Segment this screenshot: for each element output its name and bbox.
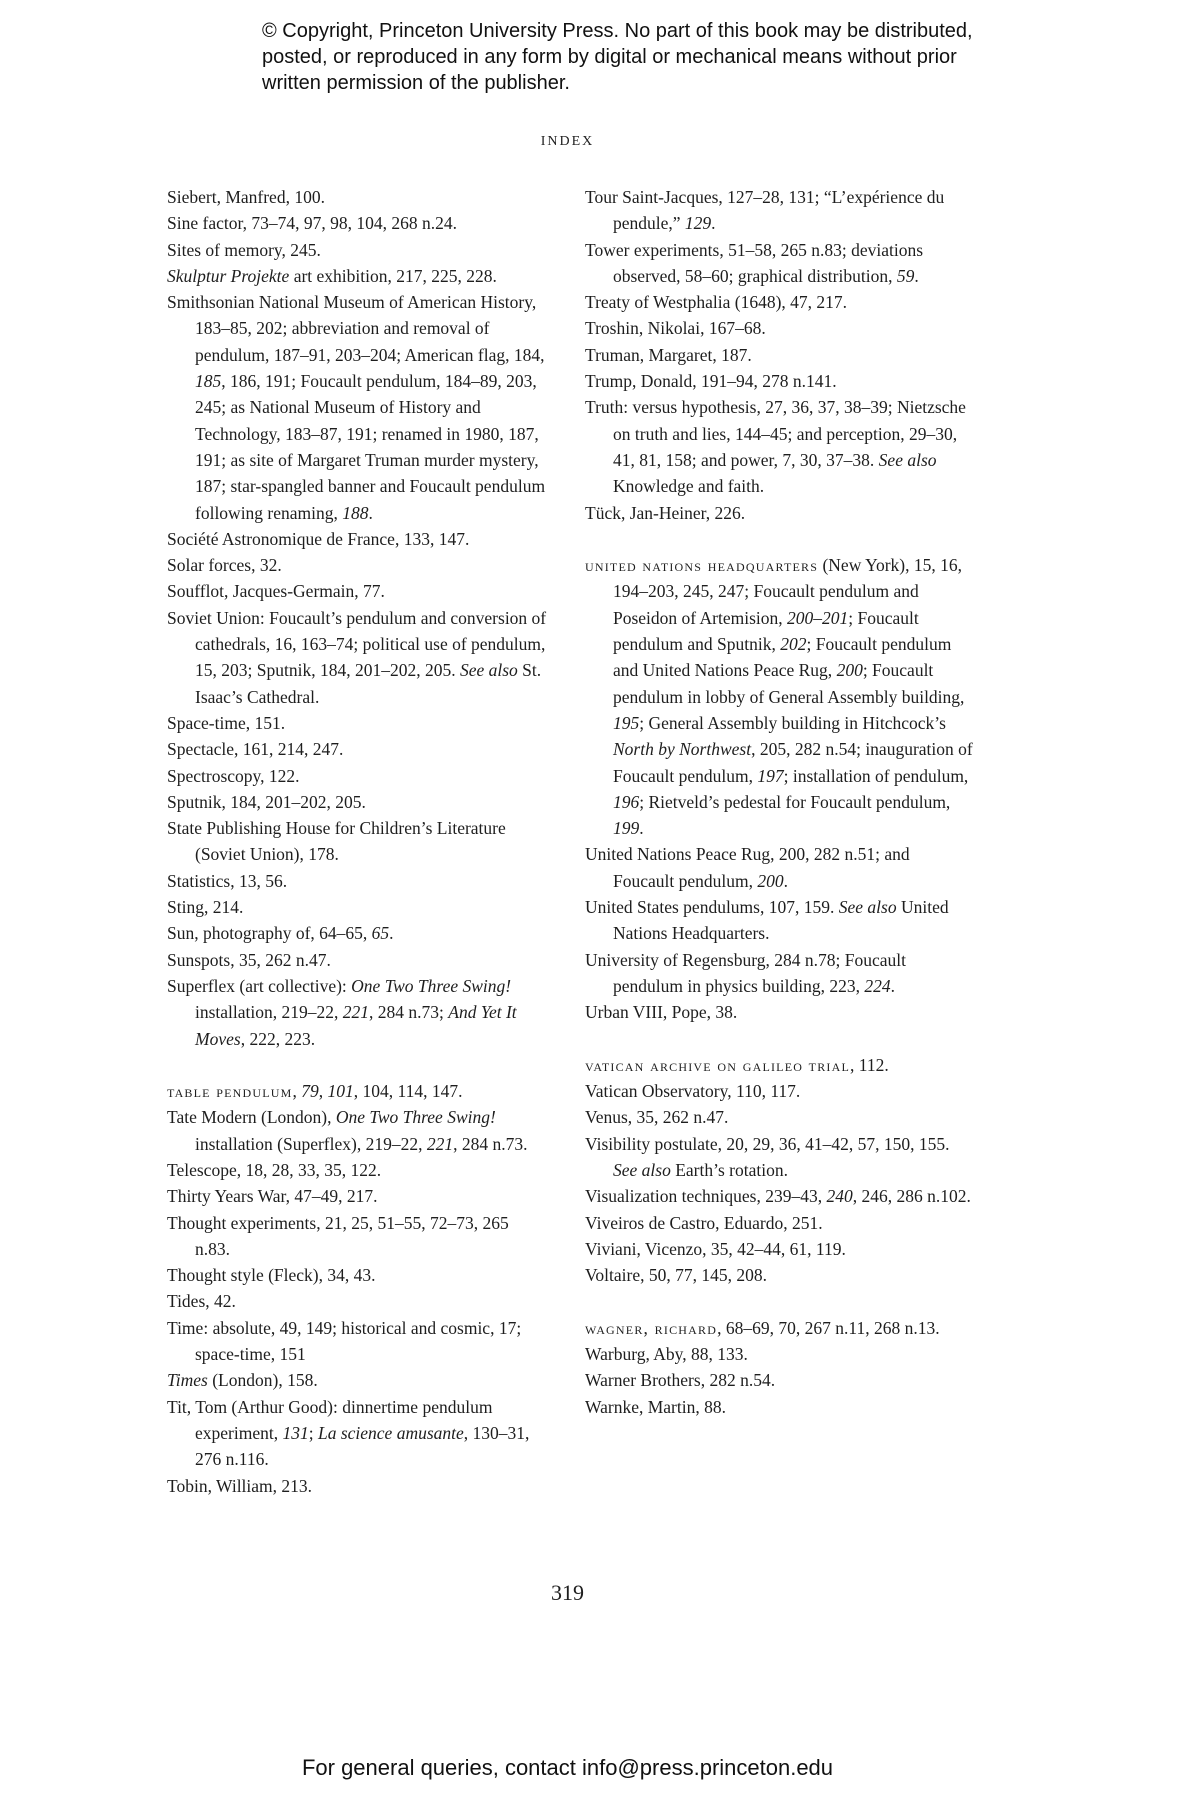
index-locator-text: , 35, 262 n.47. [627,1107,729,1128]
index-entry [585,1104,975,1130]
index-italic-text: 79 [301,1081,319,1102]
index-entry [167,263,547,289]
index-heading: Sites of memory [167,239,282,260]
index-locator-text: , 130–31, 276 n.116. [195,1422,530,1470]
index-heading: Viveiros de Castro, Eduardo [585,1212,784,1233]
index-locator-text: , 184, 201–202, 205. [221,791,366,812]
index-italic-text: One Two Three Swing! [335,1107,496,1128]
index-heading: Statistics [167,870,231,891]
index-heading: Thirty Years War [167,1186,286,1207]
index-entry [585,500,975,526]
index-entry [167,1157,547,1183]
index-locator-text: Knowledge and faith. [613,476,765,497]
index-locator-text: . [914,265,919,286]
index-heading: Smithsonian National Museum of American History [167,292,532,313]
index-italic-text: See also [838,897,897,918]
index-italic-text: One Two Three Swing! [351,975,512,996]
index-entry [167,815,547,868]
index-locator-text: , 282 n.54. [700,1370,776,1391]
index-heading: Siebert, Manfred [167,187,286,207]
index-heading: United Nations Peace Rug [585,844,771,865]
index-heading: Warnke, Martin [585,1396,696,1417]
index-heading: Space-time [167,712,246,733]
index-locator-text: , 226. [705,502,746,523]
index-italic-text: And Yet It Moves [195,1002,517,1049]
index-heading: Venus [585,1107,628,1128]
index-heading: Tück, Jan-Heiner [585,502,706,523]
index-italic-text: Times [167,1370,208,1391]
index-locator-text: , 50, 77, 145, 208. [640,1265,767,1286]
index-locator-text: , 222, 223. [240,1028,316,1049]
index-entry [167,973,547,1052]
index-heading: Spectroscopy [167,765,261,786]
index-entry [167,237,547,263]
index-locator-text: , 68–69, 70, 267 n.11, 268 n.13. [717,1317,940,1338]
index-italic-text: See also [878,449,937,470]
index-locator-text: : [341,975,352,996]
index-entry [167,947,547,973]
index-locator-text: art exhibition, 217, 225, 228. [289,265,497,286]
index-entry [167,184,547,210]
index-heading: united nations headquarters [585,555,819,576]
index-entry [167,763,547,789]
index-locator-text: installation (Superflex), 219–22, [195,1133,427,1154]
index-entry [585,1341,975,1367]
index-italic-text: 202 [780,634,807,655]
index-heading: Viviani, Vicenzo [585,1238,703,1259]
index-locator-text: , 21, 25, 51–55, 72–73, 265 n.83. [195,1212,509,1259]
index-entry [167,1288,547,1314]
index-locator-text: , 107, 159. [759,897,839,918]
index-entry [585,1210,975,1236]
index-locator-text: , 161, 214, 247. [234,739,344,760]
index-heading: Thought experiments [167,1212,317,1233]
index-locator-text: , 110, 117. [727,1081,801,1102]
index-entry [167,920,547,946]
index-heading: Visibility postulate [585,1133,718,1154]
index-italic-text: 240 [826,1186,853,1207]
index-italic-text: 195 [613,712,640,733]
index-entry [585,342,975,368]
index-entry [167,894,547,920]
index-heading: Telescope [167,1159,237,1180]
index-locator-text: ; installation of pendulum, [783,765,969,786]
index-heading: Truman, Margaret [585,344,713,365]
index-heading: Warburg, Aby [585,1344,683,1365]
index-entry [585,184,975,237]
index-locator-text: , 178. [299,844,339,865]
index-heading: wagner, richard [585,1317,718,1338]
index-heading: Warner Brothers [585,1370,701,1391]
index-locator-text: , 167–68. [700,318,766,339]
index-locator-text: , [292,1081,302,1102]
index-entry [167,526,547,552]
index-entry [585,1394,975,1420]
index-heading: Sun, photography of [167,923,311,944]
index-entry [167,605,547,710]
index-entry [167,710,547,736]
index-entry [167,1210,547,1263]
index-heading: Tobin, William [167,1475,273,1496]
index-heading: Time [167,1317,204,1338]
index-italic-text: See also [459,660,518,681]
index-heading: Thought style (Fleck) [167,1265,319,1286]
index-locator-text: , [327,1107,336,1128]
index-locator-text: , 35, 42–44, 61, 119. [702,1238,846,1259]
index-locator-text: . [389,923,394,944]
index-entry [167,736,547,762]
index-heading: Vatican Observatory [585,1081,728,1102]
index-locator-text: , 251. [783,1212,823,1233]
index-locator-text: ; Rietveld’s pedestal for Foucault pendulum, [639,791,951,812]
index-heading: Visualization techniques [585,1186,757,1207]
index-entry [585,1315,975,1341]
index-entry [167,210,547,236]
index-entry [585,999,975,1025]
index-entry [167,1394,547,1473]
index-heading: Truth [585,397,624,418]
page-number: 319 [551,1580,584,1605]
index-italic-text: 197 [757,765,784,786]
index-locator-text: , 200, 282 n.51; and Foucault pendulum, [613,844,910,891]
index-heading: Soufflot, Jacques-Germain [167,581,355,602]
index-locator-text: St. Isaac’s Cathedral. [195,660,542,707]
index-locator-text: : versus hypothesis, 27, 36, 37, 38–39; Nietzsche on truth and lies, 144–45; and perception, 29–30, 41, 81, 158; and power, 7, 30, 37–38. [613,397,966,470]
index-heading: United States pendulums [585,897,760,918]
index-locator-text: , 239–43, [756,1186,827,1207]
index-italic-text: 65 [371,923,390,944]
index-locator-text: , 47, 217. [781,292,848,313]
index-locator-text: , 20, 29, 36, 41–42, 57, 150, 155. [717,1133,950,1154]
index-italic-text: 200 [757,870,784,891]
index-locator-text: , 205, 282 n.54; inauguration of Foucault pendulum, [613,739,973,786]
index-locator-text: installation, 219–22, [195,1002,343,1023]
index-heading: University of Regensburg [585,949,766,970]
index-italic-text: 185 [195,371,222,392]
index-locator-text: , 245. [281,239,321,260]
index-locator-text: : Foucault’s pendulum and conversion of cathedrals, 16, 163–74; political use of pendulum, 15, 203; Sputnik, 184, 201–202, 205. [195,607,547,681]
index-locator-text: . [711,213,716,234]
index-locator-text: : dinnertime pendulum experiment, [195,1396,493,1443]
index-heading: Voltaire [585,1265,641,1286]
copyright-notice: © Copyright, Princeton University Press. No part of this book may be distributed, posted, or reproduced in any form by digital or mechanical means without prior written permission of the publisher. [262,20,973,94]
index-entry [167,578,547,604]
index-entry [585,1052,975,1078]
index-locator-text: , 284 n.73. [453,1133,528,1154]
index-locator-text: , 100. [285,187,325,207]
index-heading: Sting [167,897,204,918]
index-locator-text: , [318,1081,328,1102]
index-locator-text: , 73–74, 97, 98, 104, 268 n.24. [242,213,457,234]
index-locator-text: , 214. [203,897,244,918]
index-heading: vatican archive on galileo trial [585,1054,850,1075]
index-locator-text: , 284 n.78; Foucault pendulum in physics building, 223, [613,949,906,996]
index-italic-text: 129 [684,213,712,234]
index-locator-text: . [368,502,373,523]
index-locator-text: , 127–28, 131; “L’expérience du pendule,” [613,187,945,234]
index-locator-text: , 32. [251,555,282,576]
index-heading: Tit, Tom (Arthur Good) [167,1396,334,1417]
index-entry [585,552,975,841]
index-locator-text: , 284 n.73; [369,1002,449,1023]
index-entry [167,552,547,578]
index-italic-text: 224 [864,975,891,996]
index-italic-text: 221 [426,1133,454,1154]
index-locator-text: United Nations Headquarters. [613,897,949,944]
index-entry [585,1236,975,1262]
index-locator-text: , 88, 133. [682,1344,748,1365]
index-heading: Treaty of Westphalia (1648) [585,292,782,313]
index-entry [585,315,975,341]
index-italic-text: 131 [282,1422,309,1443]
index-locator-text: Earth’s rotation. [670,1159,788,1180]
index-entry [585,237,975,290]
index-locator-text: , 18, 28, 33, 35, 122. [236,1159,382,1180]
index-heading: Soviet Union [167,607,260,628]
index-locator-text: , 151. [245,712,286,733]
running-head: INDEX [540,134,595,149]
index-locator-text: , 112. [850,1054,889,1075]
index-heading: Urban VIII, Pope [585,1002,707,1023]
index-locator-text: , 47–49, 217. [285,1186,378,1207]
index-locator-text: . [783,870,788,891]
index-locator-text: , 187. [712,344,752,365]
index-heading: table pendulum [167,1081,293,1102]
index-entry [167,789,547,815]
index-heading: Tate Modern (London) [167,1107,328,1128]
index-entry [167,1078,547,1104]
index-locator-text: , 183–85, 202; abbreviation and removal of pendulum, 187–91, 203–204; American flag, 184, [195,292,545,365]
index-locator-text: , 64–65, [310,923,372,944]
index-entry [585,289,975,315]
index-heading: Spectacle [167,739,235,760]
index-locator-text: (New York), 15, 16, 194–203, 245, 247; Foucault pendulum and Poseidon of Artemision, [613,555,962,628]
index-entry [167,868,547,894]
index-locator-text: ; [308,1422,318,1443]
index-italic-text: North by Northwest [613,739,752,760]
index-locator-text: , 35, 262 n.47. [230,949,331,970]
index-entry [585,947,975,1000]
index-locator-text: , 186, 191; Foucault pendulum, 184–89, 203, 245; as National Museum of History and Technology, 183–87, 191; renamed in 1980, 187, 191; as site of Margaret Truman murder mystery, 187; star-spangled banner and Foucault pendulum following renaming, [195,371,546,523]
index-entry [585,1367,975,1393]
index-locator-text: ; Foucault pendulum and Sputnik, [613,607,919,655]
footer-contact: For general queries, contact info@press.princeton.edu [301,1755,834,1780]
index-italic-text: 59 [896,265,915,286]
index-heading: Tour Saint-Jacques [585,187,719,207]
index-entry [585,394,975,499]
index-entry [167,1262,547,1288]
index-heading: Sunspots [167,949,231,970]
index-entry [167,1104,547,1157]
index-entry [167,1473,547,1499]
index-locator-text: , 133, 147. [394,528,470,549]
index-italic-text: 196 [613,791,640,812]
index-locator-text: (London), 158. [207,1370,318,1391]
index-heading: State Publishing House for Children’s Literature (Soviet Union) [167,818,506,865]
index-locator-text: , 42. [205,1291,236,1312]
index-heading: Troshin, Nikolai [585,318,701,339]
index-entry [167,1367,547,1393]
index-locator-text: , 213. [272,1475,313,1496]
index-locator-text: ; General Assembly building in Hitchcock’s [639,712,946,733]
index-italic-text: 199 [613,818,640,839]
index-locator-text: , 38. [706,1002,738,1023]
index-heading: Tides [167,1291,206,1312]
index-locator-text: ; Foucault pendulum and United Nations Peace Rug, [613,634,952,681]
index-entry [585,1262,975,1288]
index-entry [585,894,975,947]
index-locator-text: , 104, 114, 147. [353,1081,463,1102]
index-entry [167,1315,547,1368]
index-locator-text: , 34, 43. [318,1265,376,1286]
index-locator-text: , 88. [695,1396,726,1417]
index-heading: Trump, Donald [585,371,693,392]
index-entry [167,289,547,526]
index-locator-text: . [890,975,895,996]
index-italic-text: 221 [342,1002,370,1023]
index-heading: Tower experiments [585,239,720,260]
index-entry [167,1183,547,1209]
index-italic-text: See also [613,1159,671,1180]
index-italic-text: Skulptur Projekte [167,265,290,286]
index-column-right [585,184,975,1420]
index-italic-text: 200 [836,660,863,681]
index-heading: Superflex (art collective) [167,975,342,996]
index-locator-text: : absolute, 49, 149; historical and cosmic, 17; space-time, 151 [195,1317,522,1365]
index-heading: Société Astronomique de France [167,528,395,549]
index-italic-text: 101 [327,1081,354,1102]
index-entry [585,368,975,394]
index-locator-text: , 122. [260,765,300,786]
index-locator-text: , 51–58, 265 n.83; deviations observed, 58–60; graphical distribution, [613,239,924,286]
index-column-left [167,184,547,1499]
index-entry [585,1183,975,1209]
index-entry [585,1131,975,1184]
index-italic-text: 188 [342,502,369,523]
index-heading: Sputnik [167,791,222,812]
index-locator-text: , 191–94, 278 n.141. [692,371,837,392]
index-italic-text: 200–201 [787,607,849,628]
index-heading: Solar forces [167,555,252,576]
index-locator-text: . [639,818,644,839]
index-italic-text: La science amusante [317,1422,464,1443]
index-entry [585,1078,975,1104]
index-locator-text: , 246, 286 n.102. [852,1186,971,1207]
index-locator-text: , 13, 56. [230,870,288,891]
index-locator-text: ; Foucault pendulum in lobby of General Assembly building, [613,660,965,707]
index-entry [585,841,975,894]
index-heading: Sine factor [167,213,243,234]
index-locator-text: , 77. [354,581,385,602]
